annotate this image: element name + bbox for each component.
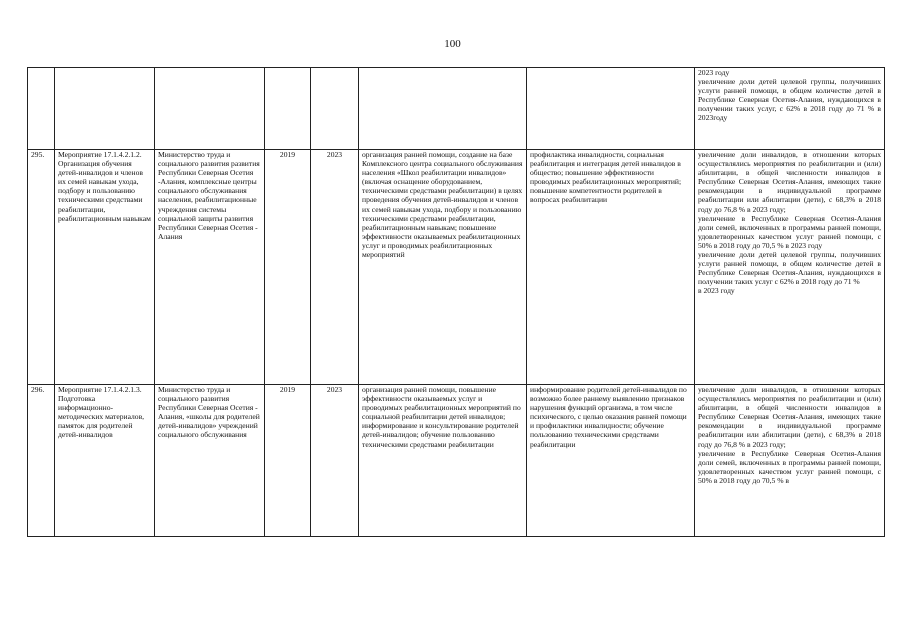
executor-cell: Министерство труда и социального развития Республики Северная Осетия - Алания, «школы для родителей детей-инвалидов» учреждений социального обслуживания — [155, 385, 265, 537]
indicator-text: увеличение доли инвалидов, в отношении которых осуществлялись мероприятия по реабилитации и (или) абилитации, в общей численности инвалидов в Республике Северная Осетия-Алания, имеющих такие рекомендации в индивидуальной программе реабилитации или абилитации (дети), с 68,3% в 2018 году до 76,8 % в 2023 году; — [698, 385, 881, 449]
row-number-cell — [28, 68, 55, 150]
end-year-cell — [311, 68, 359, 150]
page-number: 100 — [444, 38, 461, 50]
start-year-cell: 2019 — [265, 150, 311, 385]
end-year-cell: 2023 — [311, 150, 359, 385]
direction-cell: профилактика инвалидности, социальная реабилитация и интеграция детей инвалидов в общество; повышение эффективности проводимых реабилитационных мероприятий; повышение компетентности родителей в вопросах реабилитации — [527, 150, 695, 385]
indicator-text: увеличение в Республике Северная Осетия-Алания доли семей, включенных в программы ранней помощи, удовлетворенных качеством услуг ранней помощи, с 50% в 2018 году до 70,5 % в 2023 году — [698, 213, 881, 250]
measures-table — [27, 67, 885, 537]
indicator-text: увеличение доли детей целевой группы, получивших услуги ранней помощи, в общем количестве детей в Республике Северная Осетия-Алания, нуждающихся в получении таких услуг, с 62% в 2018 году до 71 % в 2023году — [698, 77, 881, 123]
table-row — [28, 385, 885, 537]
indicators-cell — [695, 150, 885, 385]
indicators-cell — [695, 68, 885, 150]
indicators-cell — [695, 385, 885, 537]
indicator-text: увеличение доли детей целевой группы, получивших услуги ранней помощи, в общем количестве детей в Республике Северная Осетия-Алания, нуждающихся в получении таких услуг с 62% в 2018 году до 71 % — [698, 250, 881, 287]
direction-cell — [527, 68, 695, 150]
table-row — [28, 68, 885, 150]
row-number-cell: 296. — [28, 385, 55, 537]
content-cell: организация ранней помощи, создание на базе Комплексного центра социального обслуживания населения «Школ реабилитации инвалидов» (включая оснащение оборудованием, техническими средствами реабилитации) в целях проведения обучения детей-инвалидов и членов их семей навыкам ухода, подбору и пользованию техническими средствами реабилитации, реабилитационным навыкам; повышение эффективности оказываемых реабилитационных услуг и проводимых реабилитационных мероприятий — [359, 150, 527, 385]
direction-cell: информирование родителей детей-инвалидов по возможно более раннему выявлению признаков нарушения функций организма, в том числе психического, с целью оказания ранней помощи и профилактики инвалидности; обучение пользованию техническими средствами реабилитации — [527, 385, 695, 537]
content-cell: организация ранней помощи, повышение эффективности оказываемых услуг и проводимых реабилитационных мероприятий по социальной реабилитации детей инвалидов; информирование и консультирование родителей детей-инвалидов; обучение пользованию техническими средствами реабилитации — [359, 385, 527, 537]
row-number-cell: 295. — [28, 150, 55, 385]
executor-cell — [155, 68, 265, 150]
measure-cell: Мероприятие 17.1.4.2.1.2. Организация обучения детей-инвалидов и членов их семей навыкам ухода, подбору и пользованию техническими средствами реабилитации, реабилитационным навыкам — [55, 150, 155, 385]
indicator-text: увеличение доли инвалидов, в отношении которых осуществлялись мероприятия по реабилитации и (или) абилитации, в общей численности инвалидов в Республике Северная Осетия-Алания, имеющих такие рекомендации в индивидуальной программе реабилитации или абилитации (дети), с 68,3% в 2018 году до 76,8 % в 2023 году; — [698, 150, 881, 214]
start-year-cell — [265, 68, 311, 150]
indicator-text: 2023 году — [698, 68, 730, 77]
start-year-cell: 2019 — [265, 385, 311, 537]
content-cell — [359, 68, 527, 150]
indicator-text: в 2023 году — [698, 286, 735, 296]
table-row — [28, 150, 885, 385]
indicator-text: увеличение в Республике Северная Осетия-Алания доли семей, включенных в программы ранней помощи, удовлетворенных качеством услуг ранней помощи, с 50% в 2018 году до 70,5 % в — [698, 448, 881, 485]
measure-cell: Мероприятие 17.1.4.2.1.3. Подготовка информационно-методических материалов, памяток для родителей детей-инвалидов — [55, 385, 155, 537]
executor-cell: Министерство труда и социального развития развития Республики Северная Осетия -Алания, комплексные центры социального обслуживания населения, реабилитационные учреждения системы социальной защиты развития Республики Северная Осетия - Алания — [155, 150, 265, 385]
end-year-cell: 2023 — [311, 385, 359, 537]
measure-cell — [55, 68, 155, 150]
